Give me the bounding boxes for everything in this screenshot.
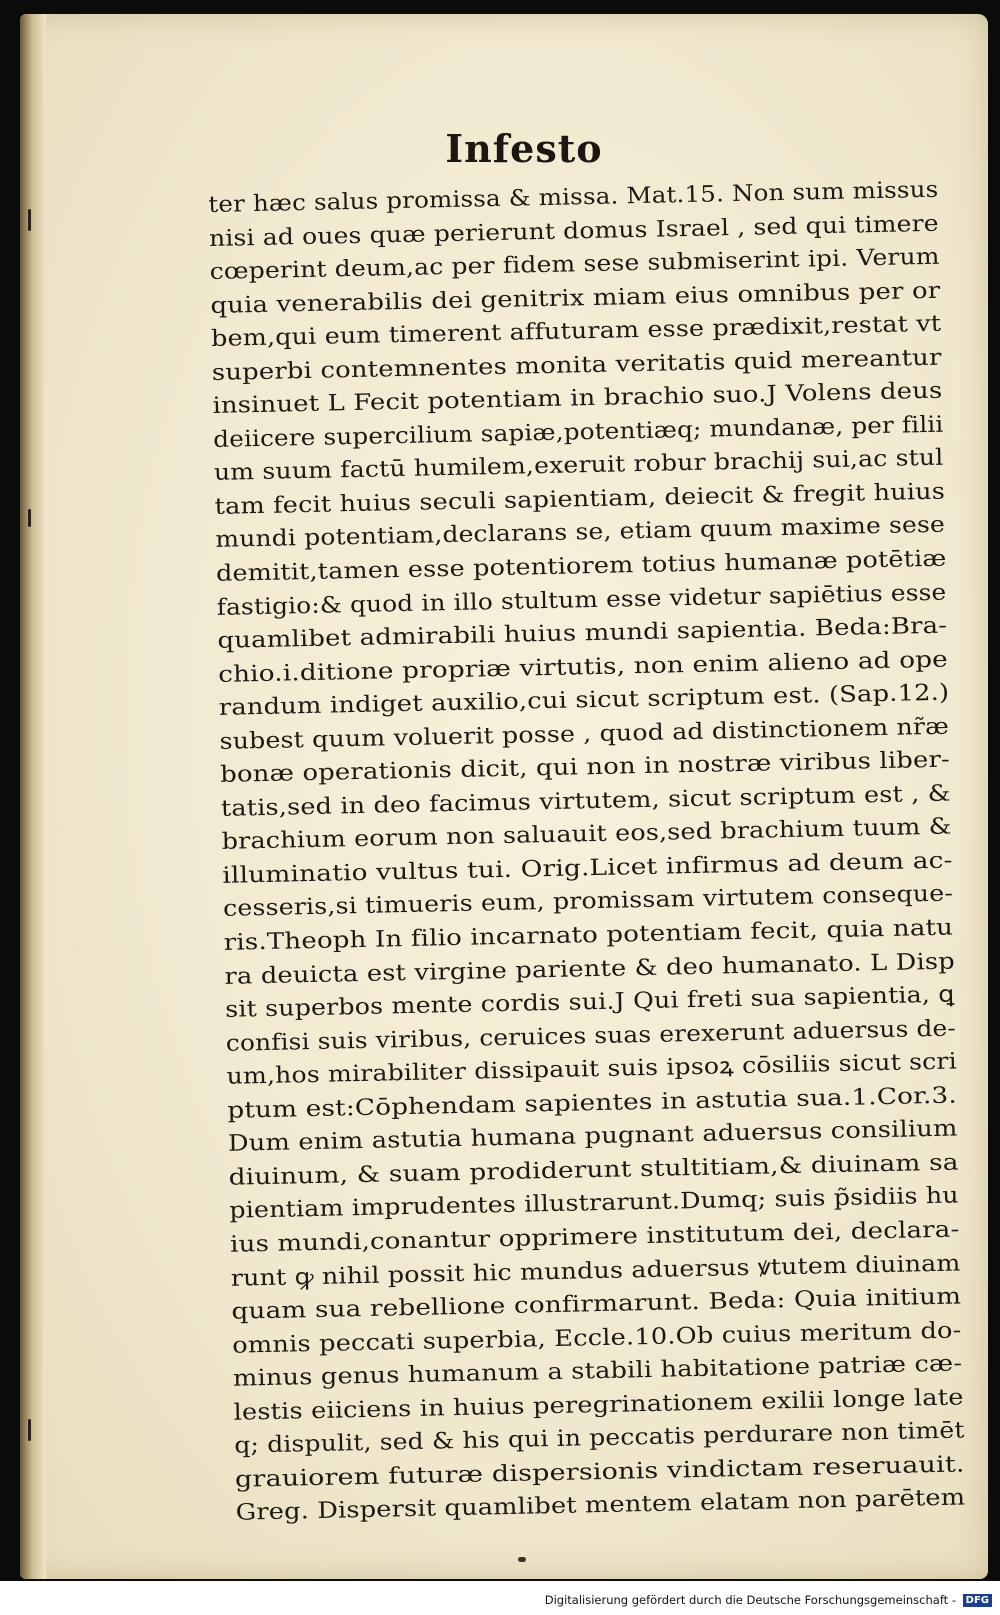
page-mark	[518, 1557, 526, 1562]
binding-mark	[28, 209, 31, 231]
footer-credit	[545, 1593, 992, 1607]
footer-strip	[0, 1581, 1000, 1615]
text-line: illuminatio vultus tui. Orig.Licet infirmus ad deum ac-	[222, 847, 953, 889]
text-line: subest quum voluerit posse , quod ad distinctionem nr̃æ	[219, 713, 950, 755]
binding-mark	[28, 1419, 31, 1441]
text-line: superbi contemnentes monita veritatis quid mereantur	[211, 344, 942, 386]
text-line: confisi suis viribus, ceruices suas erexerunt aduersus de-	[225, 1015, 957, 1057]
text-line: ter hæc salus promissa & missa. Mat.15. Non sum missus	[208, 176, 939, 218]
text-line: randum indiget auxilio,cui sicut scriptum est. (Sap.12.)	[218, 679, 950, 722]
text-line: tatis,sed in deo facimus virtutem, sicut scriptum est , &	[220, 780, 951, 822]
text-line: nisi ad oues quæ perierunt domus Israel , sed qui timere	[208, 210, 939, 252]
text-line: sit superbos mente cordis sui.J Qui freti sua sapientia, ꝗ	[224, 981, 955, 1023]
text-line: minus genus humanum a stabili habitatione patriæ cæ-	[232, 1350, 963, 1392]
text-line: Dum enim astutia humana pugnant aduersus consilium	[227, 1115, 958, 1158]
text-line: Greg. Dispersit quamlibet mentem elatam non parētem	[235, 1484, 966, 1527]
text-line: ris.Theoph In filio incarnato potentiam fecit, quia natu	[223, 914, 954, 956]
text-line: omnis peccati superbia, Eccle.10.Ob cuius meritum do-	[231, 1317, 962, 1359]
text-block	[208, 174, 976, 1531]
text-line: fastigio:& quod in illo stultum esse videtur sapiētius esse	[216, 579, 947, 621]
text-line: quam sua rebellione confirmarunt. Beda: Quia initium	[231, 1283, 962, 1325]
text-line: um suum factū humilem,exeruit robur brachij sui,ac stul	[213, 445, 944, 487]
running-head: Infesto	[445, 126, 603, 171]
text-line: lestis eiiciens in huius peregrinationem exilii longe late	[233, 1384, 964, 1426]
text-line: ius mundi,conantur opprimere institutum dei, declara-	[229, 1216, 960, 1258]
text-line: quamlibet admirabili huius mundi sapientia. Beda:Bra-	[217, 612, 948, 655]
text-line: bem,qui eum timerent affuturam esse prædixit,restat vt	[210, 310, 942, 353]
text-line: bonæ operationis dicit, qui non in nostræ viribus liber-	[220, 746, 951, 789]
page-gutter	[20, 14, 46, 1579]
text-line: q; dispulit, sed & his qui in peccatis perdurare non timēt	[234, 1417, 965, 1459]
credit-text: Digitalisierung gefördert durch die Deutsche Forschungsgemeinschaft -	[544, 1593, 956, 1607]
text-line: mundi potentiam,declarans se, etiam quum maxime sese	[215, 512, 946, 554]
text-line: pientiam imprudentes illustrarunt.Dumq; suis p̃sidiis hu	[229, 1182, 960, 1225]
text-line: chio.i.ditione propriæ virtutis, non enim alieno ad ope	[217, 646, 949, 688]
text-line: brachium eorum non saluauit eos,sed brachium tuum &	[221, 813, 952, 856]
text-line: cœperint deum,ac per fidem sese submiserint ipi. Verum	[209, 243, 940, 286]
book-page	[20, 14, 988, 1579]
dfg-logo: DFG	[963, 1594, 992, 1607]
text-line: grauiorem futuræ dispersionis vindictam reseruauit.	[234, 1451, 965, 1493]
text-line: runt ꝙ nihil possit hic mundus aduersus ꝟtutem diuinam	[230, 1249, 961, 1292]
binding-mark	[28, 509, 31, 527]
text-line: diuinum, & suam prodiderunt stultitiam,& diuinam sa	[228, 1149, 959, 1191]
text-line: insinuet L Fecit potentiam in brachio suo.J Volens deus	[212, 377, 943, 420]
text-line: deiicere supercilium sapiæ,potentiæq; mundanæ, per filii	[212, 411, 944, 453]
text-line: cesseris,si timueris eum, promissam virtutem conseque-	[222, 881, 954, 923]
text-line: ptum est:Cōphendam sapientes in astutia sua.1.Cor.3.	[227, 1082, 958, 1124]
text-line: um,hos mirabiliter dissipauit suis ipsoꝝ cōsiliis sicut scri	[226, 1048, 958, 1091]
text-line: tam fecit huius seculi sapientiam, deiecit & fregit huius	[214, 478, 946, 520]
text-line: quia venerabilis dei genitrix miam eius omnibus per or	[210, 277, 941, 319]
text-line: ra deuicta est virgine pariente & deo humanato. L Disp	[224, 948, 956, 990]
text-line: demitit,tamen esse potentiorem totius humanæ potētiæ	[215, 545, 947, 587]
